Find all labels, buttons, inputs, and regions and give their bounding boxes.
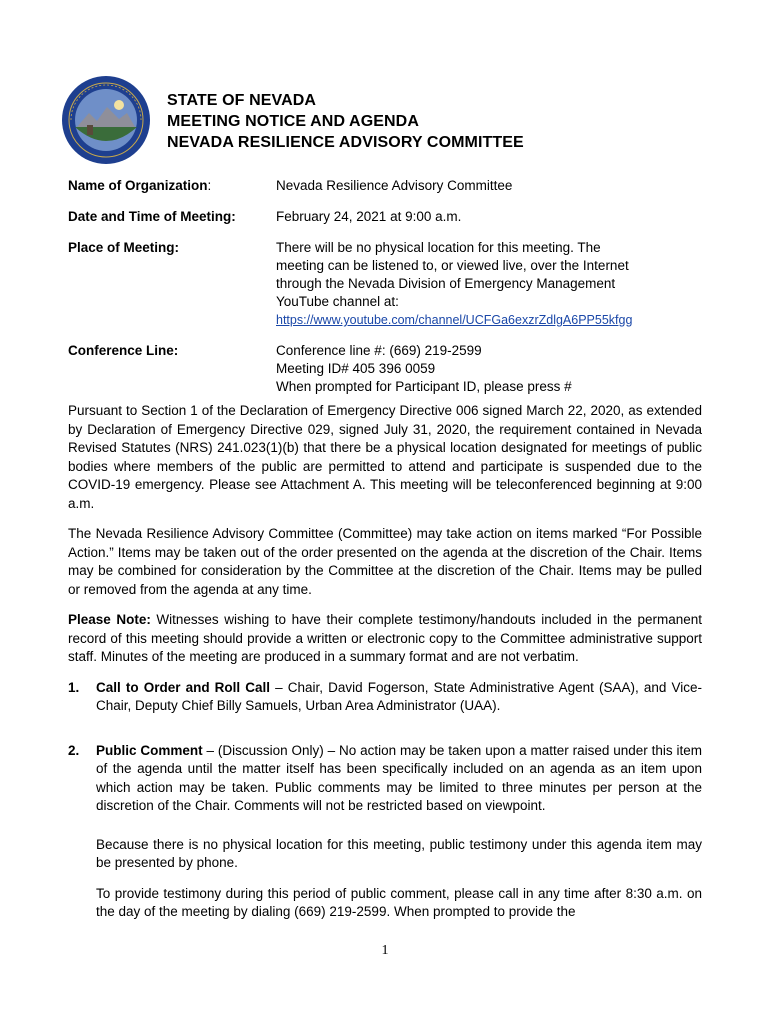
conference-label: Conference Line: — [68, 343, 179, 358]
nevada-state-seal-icon — [61, 75, 151, 165]
public-comment-instructions-paragraph: To provide testimony during this period of public comment, please call in any time after 8:30 a.m. on the day of the meeting by dialing (669) 219-2599. When prompted to provide the — [96, 885, 702, 919]
place-value: There will be no physical location for this meeting. The meeting can be listened to, or viewed live, over the Internet through the Nevada Division of Emergency Management YouTube channel at: https://www.youtube.com/channel/UCFGa6exzrZdlgA6PP55kfgg — [276, 239, 696, 329]
conference-value: Conference line #: (669) 219-2599 Meeting ID# 405 396 0059 When prompted for Participant ID, please press # — [276, 343, 572, 394]
meeting-info — [68, 177, 708, 409]
date-value: February 24, 2021 at 9:00 a.m. — [276, 209, 462, 224]
agenda-item-title: Call to Order and Roll Call — [96, 679, 271, 695]
document-body — [68, 402, 702, 948]
title-line-1: STATE OF NEVADA — [167, 92, 317, 109]
agenda-item-1: 1. Call to Order and Roll Call – Chair, David Fogerson, State Administrative Agent (SAA), and Vice-Chair, Deputy Chief Billy Samuels, Urban Area Administrator (UAA). — [68, 679, 702, 713]
agenda-item-2: 2. Public Comment – (Discussion Only) – No action may be taken upon a matter raised under this item of the agenda until the matter itself has been specifically included on an agenda as an item upon which action may be taken. Public comments may be limited to three minutes per person at the discretion of the Chair. Comments will not be restricted based on viewpoint. Because there is no physical location for this meeting, public testimony under this agenda item may be presented by phone. To provide testimony during this period of public comment, please call in any time after 8:30 a.m. on the day of the meeting by dialing (669) 219-2599. When prompted to provide the — [68, 742, 702, 934]
document-title — [167, 90, 524, 153]
date-row — [68, 208, 708, 226]
page-number: 1 — [381, 943, 389, 958]
agenda-item-title: Public Comment — [96, 742, 203, 758]
date-label: Date and Time of Meeting: — [68, 209, 236, 224]
place-row — [68, 239, 708, 329]
org-value: Nevada Resilience Advisory Committee — [276, 178, 513, 193]
please-note-paragraph: Please Note: Witnesses wishing to have their complete testimony/handouts included in the permanent record of this meeting should provide a written or electronic copy to the Committee administrative support staff. Minutes of the meeting are produced in a summary format and are not verbatim. — [68, 612, 702, 664]
public-comment-phone-paragraph: Because there is no physical location for this meeting, public testimony under this agenda item may be presented by phone. — [96, 836, 702, 870]
emergency-directive-paragraph: Pursuant to Section 1 of the Declaration of Emergency Directive 006 signed March 22, 2020, as extended by Declaration of Emergency Directive 029, signed July 31, 2020, the requirement contained in Nevada Revised Statutes (NRS) 241.023(1)(b) that there be a physical location designated for meetings of public bodies where members of the public are permitted to attend and participate is suspended due to the COVID-19 emergency. Please see Attachment A. This meeting will be teleconferenced beginning at 9:00 a.m. — [68, 403, 702, 511]
title-line-2: MEETING NOTICE AND AGENDA — [167, 113, 419, 130]
place-label: Place of Meeting: — [68, 240, 180, 255]
title-line-3: NEVADA RESILIENCE ADVISORY COMMITTEE — [167, 134, 524, 151]
org-label: Name of Organization: — [68, 178, 212, 193]
conference-row — [68, 342, 708, 396]
youtube-channel-link[interactable]: https://www.youtube.com/channel/UCFGa6exzrZdlgA6PP55kfgg — [276, 313, 633, 327]
committee-action-paragraph: The Nevada Resilience Advisory Committee (Committee) may take action on items marked “For Possible Action.” Items may be taken out of the order presented on the agenda at the discretion of the Chair. Items may be combined for consideration by the Committee at the discretion of the Chair. Items may be pulled or removed from the agenda at any time. — [68, 526, 702, 597]
org-row — [68, 177, 708, 195]
